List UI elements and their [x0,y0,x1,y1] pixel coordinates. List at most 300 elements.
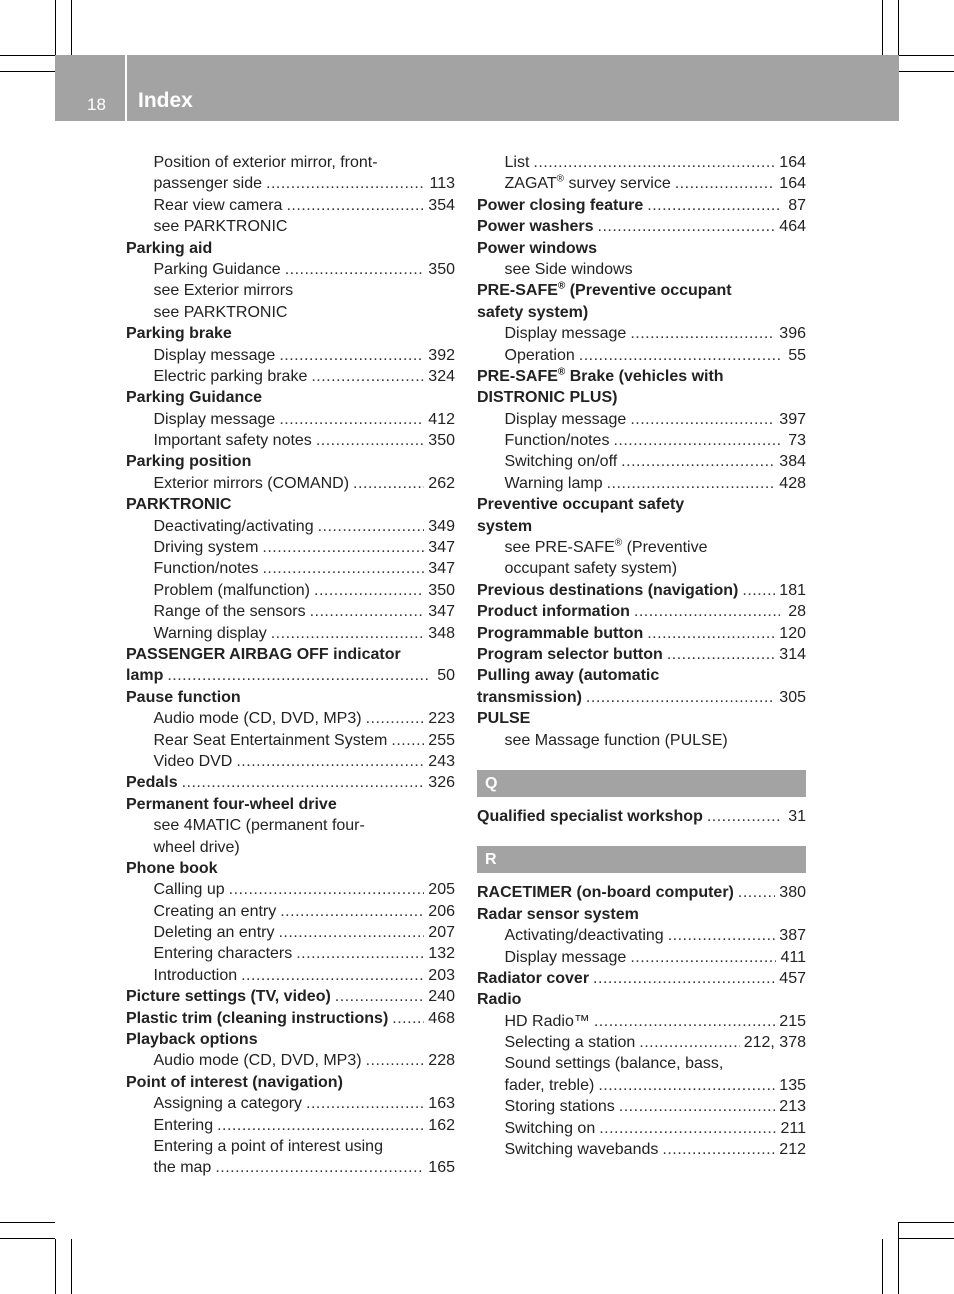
entry-text [505,451,618,472]
entry-label: Radio [477,991,522,1009]
crop-mark [882,0,883,55]
dot-leader [366,708,425,729]
page-reference: 132 [428,945,455,963]
index-subentry [477,323,806,344]
page-reference: 181 [779,581,806,599]
entry-label: Display message [153,346,276,364]
index-subentry [126,473,455,494]
dot-leader [392,1008,424,1029]
entry-text [154,1093,303,1114]
dot-leader [306,1093,424,1114]
index-heading [126,772,455,793]
entry-label: Audio mode (CD, DVD, MP3) [153,710,362,728]
entry-text [477,667,659,684]
index-heading [126,858,455,879]
entry-text [126,646,401,663]
entry-text [154,901,277,922]
dot-leader [167,665,429,686]
entry-text [154,218,288,235]
page-reference: 113 [429,175,455,193]
entry-label: List [504,154,530,171]
entry-label: passenger side [153,175,263,193]
index-subentry [477,173,806,194]
entry-label: Plastic trim (cleaning instructions) [126,1009,389,1027]
page-reference: 206 [428,902,455,920]
dot-leader [296,943,424,964]
dot-leader [335,986,425,1007]
entry-text [126,1031,258,1048]
entry-label: Creating an entry [153,902,277,920]
entry-label: the map [153,1159,212,1177]
header-divider [125,55,127,121]
page-reference: 305 [779,688,806,706]
index-heading [126,644,455,665]
page-reference: 457 [779,969,806,987]
dot-leader [621,451,775,472]
index-subentry [477,558,806,579]
entry-text [126,796,337,813]
index-heading [477,516,806,537]
page-reference: 120 [779,624,806,642]
entry-label: Playback options [126,1031,258,1049]
entry-text [154,173,263,194]
index-subentry [126,815,455,836]
dot-leader [271,623,425,644]
entry-label: Parking aid [126,239,213,257]
entry-label: occupant safety system) [504,560,678,578]
crop-mark [898,0,899,55]
dot-leader [579,345,780,366]
index-subentry [126,558,455,579]
entry-label: fader, treble) [504,1076,595,1094]
entry-text [126,665,163,686]
entry-text [477,601,630,622]
entry-label: Radiator cover [477,969,590,987]
entry-text [126,1008,388,1029]
index-subentry [126,580,455,601]
entry-label: Qualified specialist workshop [477,807,703,825]
index-heading [477,687,806,708]
index-heading [477,302,806,323]
index-subentry [477,1011,806,1032]
index-subentry [126,516,455,537]
index-heading [477,366,806,387]
index-heading [126,665,455,686]
entry-text [126,689,241,706]
entry-label: Power windows [477,239,598,257]
page-reference: 387 [779,927,806,945]
index-heading [477,882,806,903]
entry-text [154,282,294,299]
entry-label: Deleting an entry [153,924,275,942]
page-reference: 397 [779,410,806,428]
entry-label: Permanent four-wheel drive [126,795,337,813]
registered-mark: ® [614,537,623,549]
crop-mark [898,1222,899,1294]
page-reference: 326 [428,774,455,792]
dot-leader [738,882,775,903]
page-reference: 162 [428,1116,455,1134]
dot-leader [647,623,775,644]
entry-text [126,389,262,406]
dot-leader [391,730,424,751]
dot-leader [314,580,424,601]
page-reference: 215 [779,1012,806,1030]
entry-text [154,817,365,834]
index-subentry [126,922,455,943]
entry-label: PASSENGER AIRBAG OFF indicator [126,645,401,663]
index-heading [477,989,806,1010]
page-reference: 350 [428,432,455,450]
entry-label: Activating/deactivating [504,927,664,945]
entry-text [505,947,627,968]
index-heading [477,806,806,827]
index-subentry [126,623,455,644]
index-subentry [126,965,455,986]
entry-label: Radar sensor system [477,905,639,923]
entry-text [154,345,276,366]
entry-text [505,323,627,344]
index-heading [126,494,455,515]
index-heading [477,904,806,925]
entry-text [505,1075,595,1096]
entry-label: see Massage function (PULSE) [504,731,728,749]
registered-mark: ® [556,174,565,186]
page-reference: 347 [428,603,455,621]
index-subentry [477,925,806,946]
entry-text [477,496,684,513]
entry-label: see PARKTRONIC [153,218,288,236]
entry-label: Video DVD [153,752,233,770]
dot-leader [217,1115,424,1136]
dot-leader [613,430,780,451]
dot-leader [630,323,775,344]
index-heading [126,451,455,472]
entry-label: Exterior mirrors (COMAND) [153,474,350,492]
index-heading [126,794,455,815]
dot-leader [594,1011,775,1032]
index-subentry [477,947,806,968]
index-heading [126,687,455,708]
index-subentry [477,730,806,751]
entry-label: Range of the sensors [153,603,306,621]
index-subentry [126,1115,455,1136]
entry-text [154,304,288,321]
page-reference: 207 [428,924,455,942]
page-reference: 165 [428,1159,455,1177]
entry-label-cont: (Preventive [622,539,708,557]
dot-leader [215,1157,424,1178]
entry-label: Driving system [153,539,259,557]
entry-label: Parking brake [126,325,232,343]
entry-text [477,240,597,257]
entry-text [477,368,724,385]
index-subentry [126,173,455,194]
page-reference: 228 [428,1052,455,1070]
entry-text [505,1011,590,1032]
index-subentry [126,216,455,237]
entry-label: see 4MATIC (permanent four- [153,817,365,835]
entry-text [505,345,575,366]
entry-text [154,558,259,579]
index-column-left [126,152,455,1179]
entry-text [154,537,259,558]
entry-text [126,860,218,877]
dot-leader [675,173,776,194]
entry-text [154,708,362,729]
dot-leader [278,922,424,943]
entry-label: Display message [504,325,627,343]
index-heading [477,387,806,408]
entry-text [505,539,708,556]
index-subentry [126,751,455,772]
entry-text [154,839,240,856]
page-reference: 262 [428,474,455,492]
entry-text [477,644,663,665]
index-subentry [126,345,455,366]
entry-label: Pedals [126,774,178,792]
dot-leader [630,409,775,430]
page-reference: 135 [779,1076,806,1094]
section-letter-bar: R [477,846,806,873]
entry-label: Power closing feature [477,196,644,214]
index-heading [477,644,806,665]
entry-label: Problem (malfunction) [153,581,310,599]
index-subentry [477,1053,806,1074]
dot-leader [619,1096,776,1117]
entry-text [477,304,588,321]
page-reference: 205 [428,881,455,899]
entry-text [154,580,311,601]
entry-text [154,751,233,772]
index-subentry [126,1050,455,1071]
index-heading [477,216,806,237]
entry-text [505,1118,596,1139]
crop-mark [899,1238,954,1239]
entry-label: Warning display [153,624,267,642]
entry-label: Point of interest (navigation) [126,1073,343,1091]
dot-leader [285,259,425,280]
entry-label: Programmable button [477,624,644,642]
entry-label: ZAGAT [504,175,557,193]
entry-label: Preventive occupant safety [477,496,685,514]
dot-leader [229,879,425,900]
page-reference: 396 [779,325,806,343]
index-subentry [126,409,455,430]
crop-mark [55,0,56,55]
dot-leader [586,687,775,708]
entry-text [126,986,331,1007]
page-reference: 87 [788,196,806,214]
entry-label: wheel drive) [153,838,240,856]
page-reference: 211 [780,1119,806,1137]
crop-mark [0,55,55,56]
index-subentry [126,1093,455,1114]
entry-label: Warning lamp [504,474,603,492]
entry-label: Switching on/off [504,453,618,471]
entry-label: Audio mode (CD, DVD, MP3) [153,1052,362,1070]
registered-mark: ® [557,366,566,378]
dot-leader [647,195,780,216]
entry-label: Introduction [153,966,238,984]
index-heading [477,238,806,259]
index-subentry [477,259,806,280]
entry-text [154,366,308,387]
entry-label: transmission) [477,688,582,706]
entry-text [505,1139,659,1160]
dot-leader [366,1050,425,1071]
entry-text [477,806,703,827]
page-header [55,55,899,121]
entry-label: Entering characters [153,945,293,963]
dot-leader [742,580,775,601]
page-reference: 380 [779,884,806,902]
dot-leader [593,968,775,989]
dot-leader [639,1032,739,1053]
entry-label: PARKTRONIC [126,496,232,514]
entry-text [154,195,283,216]
entry-label: Display message [504,410,627,428]
entry-text [154,965,238,986]
entry-text [505,473,603,494]
page-reference: 347 [428,539,455,557]
page-reference: 213 [779,1098,806,1116]
dot-leader [280,901,424,922]
dot-leader [262,537,424,558]
dot-leader [707,806,780,827]
entry-text [154,430,312,451]
entry-label: Rear Seat Entertainment System [153,731,388,749]
entry-label: see PRE-SAFE [504,539,615,557]
page-reference: 468 [428,1009,455,1027]
page-reference: 255 [428,731,455,749]
entry-text [154,879,225,900]
entry-label: see Exterior mirrors [153,282,294,300]
entry-text [477,195,643,216]
entry-label: Parking position [126,453,252,471]
index-subentry [126,280,455,301]
entry-label-cont: survey service [564,175,671,193]
index-subentry [126,943,455,964]
dot-leader [533,152,775,173]
entry-text [505,430,610,451]
index-subentry [126,1157,455,1178]
page-reference: 55 [788,346,806,364]
entry-text [126,496,231,513]
entry-text [154,473,350,494]
entry-label: Operation [504,346,575,364]
index-subentry [477,1075,806,1096]
index-heading [477,623,806,644]
index-subentry [126,259,455,280]
index-subentry [126,601,455,622]
dot-leader [598,1075,775,1096]
entry-label: safety system) [477,303,589,321]
entry-label: Calling up [153,881,225,899]
index-subentry [477,1096,806,1117]
entry-label: see PARKTRONIC [153,303,288,321]
index-heading [477,580,806,601]
entry-text [154,516,314,537]
entry-text [477,687,582,708]
index-subentry [477,409,806,430]
entry-label: Previous destinations (navigation) [477,581,739,599]
page-reference: 392 [428,346,455,364]
entry-text [477,906,639,923]
index-column-right [477,152,806,1160]
index-subentry [126,1136,455,1157]
index-heading [126,986,455,1007]
entry-label: Switching on [504,1119,596,1137]
index-heading [126,387,455,408]
index-heading [477,494,806,515]
page-reference: 411 [780,948,806,966]
entry-text [126,240,212,257]
page-number: 18 [87,95,106,114]
dot-leader [182,772,425,793]
index-heading [477,665,806,686]
dot-leader [286,195,424,216]
page-reference: 243 [428,752,455,770]
index-subentry [477,430,806,451]
entry-text [154,1138,383,1155]
index-subentry [126,901,455,922]
index-subentry [126,730,455,751]
entry-label: HD Radio™ [504,1012,590,1030]
entry-text [477,580,738,601]
index-subentry [477,345,806,366]
crop-mark [0,71,55,72]
dot-leader [310,601,425,622]
entry-text [126,1074,343,1091]
entry-text [505,1032,636,1053]
index-subentry [126,366,455,387]
index-heading [126,1072,455,1093]
index-subentry [126,879,455,900]
index-subentry [477,1139,806,1160]
entry-text [477,216,594,237]
section-letter-bar: Q [477,770,806,797]
page-reference: 349 [428,517,455,535]
entry-label: Product information [477,603,630,621]
entry-label: Parking Guidance [153,260,281,278]
page-reference: 348 [428,624,455,642]
crop-mark [882,1239,883,1294]
entry-label: Switching wavebands [504,1141,659,1159]
dot-leader [241,965,424,986]
entry-label: PRE-SAFE [477,367,558,385]
entry-text [477,882,734,903]
crop-mark [899,1222,954,1223]
page-reference: 324 [428,367,455,385]
dot-leader [311,366,424,387]
entry-label: Rear view camera [153,196,283,214]
entry-text [477,518,532,535]
index-heading [477,601,806,622]
entry-text [154,623,267,644]
entry-label: PRE-SAFE [477,282,558,300]
page-reference: 203 [428,966,455,984]
page-reference: 464 [779,218,806,236]
page-reference: 164 [779,154,806,171]
entry-text [477,710,530,727]
entry-text [505,560,678,577]
index-heading [477,968,806,989]
dot-leader [598,216,776,237]
entry-label: Pulling away (automatic [477,667,660,685]
entry-text [154,1157,212,1178]
entry-label: Picture settings (TV, video) [126,988,331,1006]
